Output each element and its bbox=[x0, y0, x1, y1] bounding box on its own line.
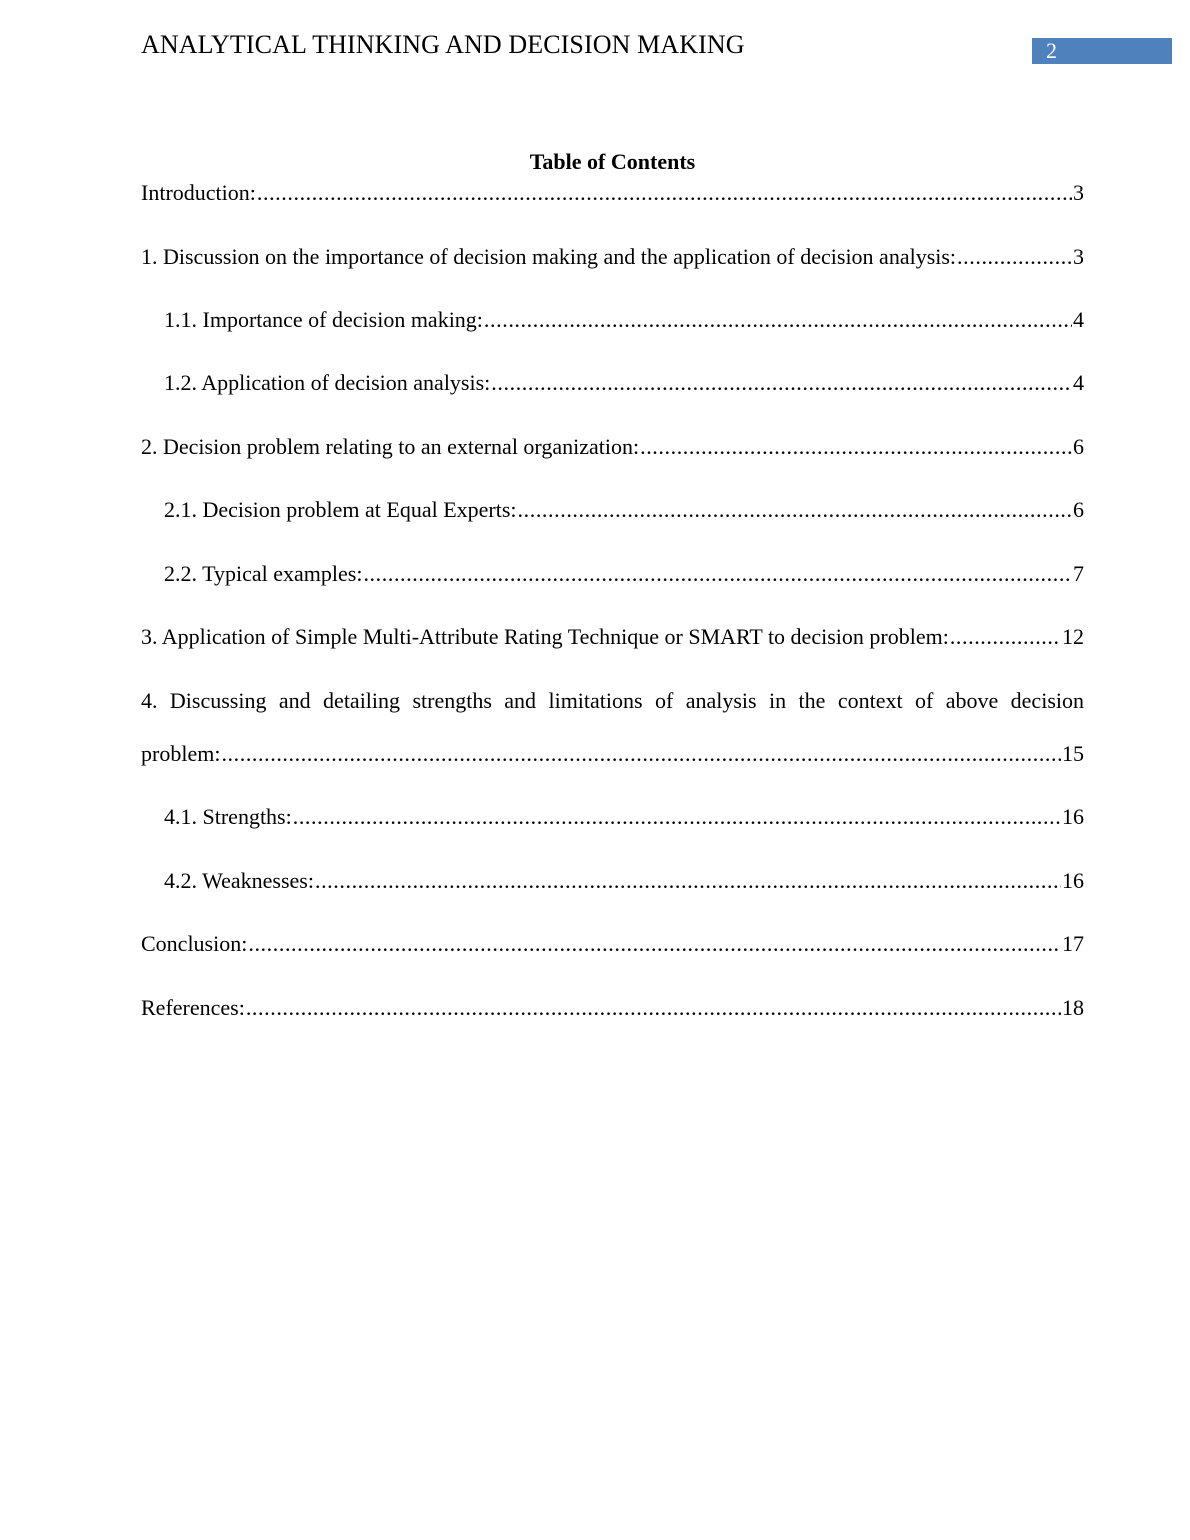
dot-leader bbox=[248, 927, 1061, 961]
toc-entry-label: 3. Application of Simple Multi-Attribute Rating Technique or SMART to decision problem: bbox=[141, 624, 949, 649]
toc-entry-page: 16 bbox=[1062, 868, 1084, 893]
dot-leader bbox=[246, 991, 1061, 1025]
toc-heading: Table of Contents bbox=[529, 149, 696, 174]
dot-leader bbox=[640, 430, 1072, 464]
toc-entry-section-2-2[interactable] bbox=[164, 557, 1084, 591]
toc-entry-references[interactable] bbox=[141, 991, 1084, 1025]
toc-entry-label: References: bbox=[141, 995, 245, 1020]
toc-entry-section-1-2[interactable] bbox=[164, 366, 1084, 400]
page-number-badge bbox=[1032, 38, 1172, 64]
toc-entry-page: 4 bbox=[1073, 307, 1084, 332]
page-number: 2 bbox=[1046, 38, 1057, 63]
toc-entry-section-3[interactable] bbox=[141, 620, 1084, 654]
toc-entry-section-1[interactable] bbox=[141, 240, 1084, 274]
toc-entry-introduction[interactable] bbox=[141, 176, 1084, 210]
dot-leader bbox=[257, 176, 1072, 210]
toc-entry-page: 18 bbox=[1062, 995, 1084, 1020]
toc-entry-section-4-2[interactable] bbox=[164, 864, 1084, 898]
dot-leader bbox=[363, 557, 1072, 591]
dot-leader bbox=[950, 620, 1061, 654]
toc-entry-section-1-1[interactable] bbox=[164, 303, 1084, 337]
toc-entry-page: 3 bbox=[1073, 180, 1084, 205]
toc-entry-page: 15 bbox=[1062, 741, 1084, 766]
toc-entry-label: 2.1. Decision problem at Equal Experts: bbox=[164, 497, 517, 522]
dot-leader bbox=[957, 240, 1072, 274]
toc-entry-label: Conclusion: bbox=[141, 931, 248, 956]
dot-leader bbox=[491, 366, 1072, 400]
toc-entry-section-4-line1[interactable] bbox=[141, 684, 1084, 718]
dot-leader bbox=[484, 303, 1072, 337]
toc-entry-label: 4.2. Weaknesses: bbox=[164, 868, 314, 893]
toc-entry-label: 1. Discussion on the importance of decision making and the application of decision analysis: bbox=[141, 244, 957, 269]
toc-entry-page: 12 bbox=[1062, 624, 1084, 649]
toc-entry-page: 6 bbox=[1073, 497, 1084, 522]
toc-entry-label: Introduction: bbox=[141, 180, 256, 205]
toc-entry-label: 2. Decision problem relating to an external organization: bbox=[141, 434, 640, 459]
toc-entry-section-4[interactable] bbox=[141, 737, 1084, 771]
toc-entry-page: 7 bbox=[1073, 561, 1084, 586]
toc-entry-label: 4.1. Strengths: bbox=[164, 804, 292, 829]
dot-leader bbox=[518, 493, 1072, 527]
toc-entry-label: 1.2. Application of decision analysis: bbox=[164, 370, 491, 395]
toc-entry-section-2[interactable] bbox=[141, 430, 1084, 464]
dot-leader bbox=[221, 737, 1061, 771]
dot-leader bbox=[293, 800, 1061, 834]
toc-entry-label: 2.2. Typical examples: bbox=[164, 561, 363, 586]
dot-leader bbox=[315, 864, 1061, 898]
toc-entry-conclusion[interactable] bbox=[141, 927, 1084, 961]
toc-entry-label: 1.1. Importance of decision making: bbox=[164, 307, 483, 332]
toc-entry-page: 16 bbox=[1062, 804, 1084, 829]
toc-entry-page: 3 bbox=[1073, 244, 1084, 269]
toc-entry-label: 4. Discussing and detailing strengths and limitations of analysis in the context of above decision bbox=[141, 688, 1084, 713]
toc-entry-page: 17 bbox=[1062, 931, 1084, 956]
toc-entry-label: problem: bbox=[141, 741, 221, 766]
toc-entry-page: 6 bbox=[1073, 434, 1084, 459]
toc-entry-section-2-1[interactable] bbox=[164, 493, 1084, 527]
running-head-title: ANALYTICAL THINKING AND DECISION MAKING bbox=[141, 30, 745, 59]
toc-entry-section-4-1[interactable] bbox=[164, 800, 1084, 834]
toc-entry-page: 4 bbox=[1073, 370, 1084, 395]
